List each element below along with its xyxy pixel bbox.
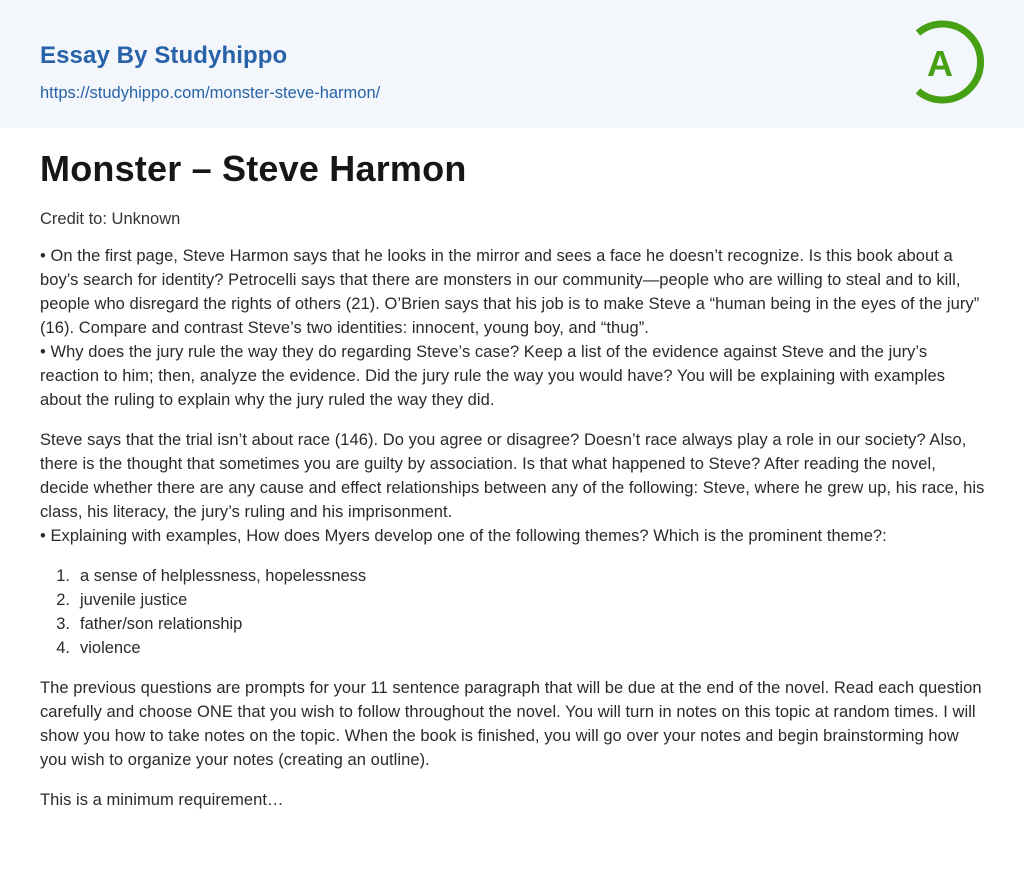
instructions-paragraph: The previous questions are prompts for your 11 sentence paragraph that will be due at the end of the novel. Read each question carefully and choose ONE that you wish to follow throughout the novel. You will turn in notes on this topic at random times. I will show you how to take notes on the topic. When the book is finished, you will go over your notes and begin brainstorming how you wish to organize your notes (creating an outline). — [40, 679, 982, 769]
list-item: 2. juvenile justice — [56, 591, 188, 609]
prompt-race-text: Steve says that the trial isn’t about race (146). Do you agree or disagree? Doesn’t race always play a role in our society? Also, there is the thought that sometimes you are guilty by association. Is that what happened to Steve? After reading the novel, decide whether there are any cause and effect relationships between any of the following: Steve, where he grew up, his race, his class, his literacy, the jury’s ruling and his imprisonment. — [40, 431, 985, 521]
svg-text:A: A — [927, 43, 953, 84]
studyhippo-logo-icon[interactable] — [906, 18, 992, 106]
prompt-themes-text: • Explaining with examples, How does Myers develop one of the following themes? Which is the prominent theme?: — [40, 527, 887, 545]
list-item: 3. father/son relationship — [56, 615, 243, 633]
prompt-jury-text: • Why does the jury rule the way they do regarding Steve’s case? Keep a list of the evidence against Steve and the jury’s reaction to him; then, analyze the evidence. Did the jury rule the way you would have? You will be explaining with examples about the ruling to explain why the jury ruled the way they did. — [40, 343, 946, 409]
article — [40, 128, 985, 812]
themes-list — [40, 564, 985, 660]
list-item: 1. a sense of helplessness, hopelessness — [56, 567, 367, 585]
list-item: 4. violence — [56, 639, 141, 657]
essay-url-link[interactable]: https://studyhippo.com/monster-steve-harmon/ — [40, 84, 381, 102]
site-header — [0, 0, 1024, 128]
prompt-identity-text: • On the first page, Steve Harmon says that he looks in the mirror and sees a face he doesn’t recognize. Is this book about a boy’s search for identity? Petrocelli says that there are monsters in our community—people who are willing to steal and to kill, people who disregard the rights of others (21). O’Brien says that his job is to make Steve a “human being in the eyes of the jury” (16). Compare and contrast Steve’s two identities: innocent, young boy, and “thug”. — [40, 247, 980, 337]
prompt-paragraph-race — [40, 428, 985, 548]
prompt-paragraph-identity — [40, 244, 985, 412]
brand-title: Essay By Studyhippo — [40, 42, 288, 69]
credit-line: Credit to: Unknown — [40, 210, 181, 228]
minimum-requirement-text: This is a minimum requirement… — [40, 791, 284, 809]
page-title: Monster – Steve Harmon — [40, 148, 467, 189]
